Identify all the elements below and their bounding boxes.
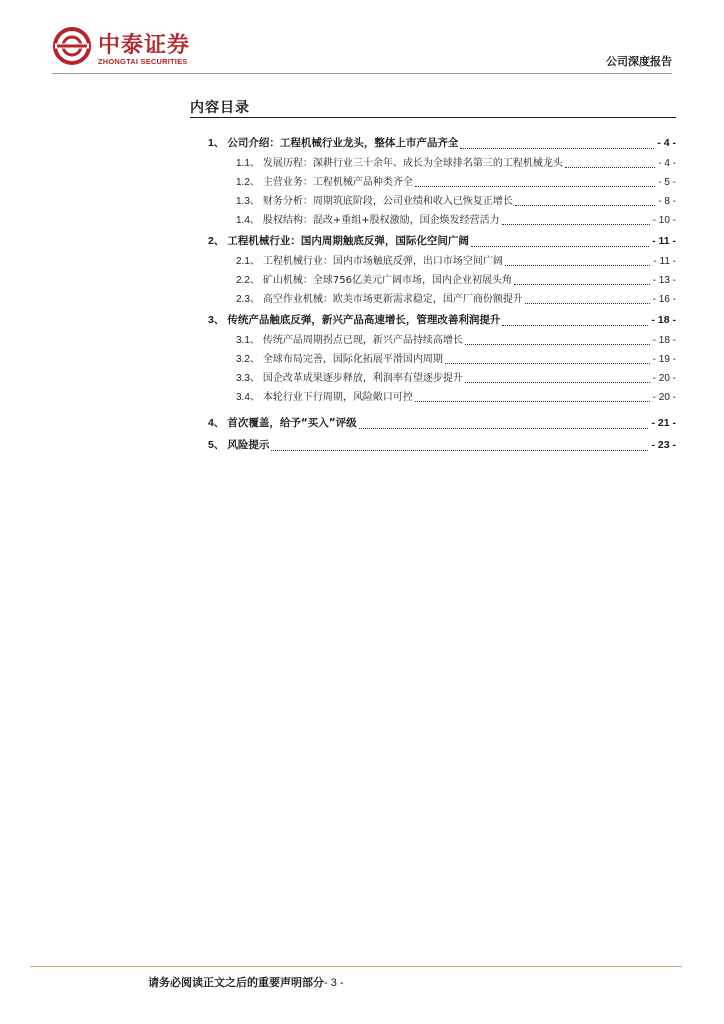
toc-leader-dots: [515, 205, 655, 206]
toc-entry-number: 4、: [208, 417, 225, 429]
toc-leader-dots: [465, 382, 650, 383]
toc-entry-page: - 18 -: [652, 335, 676, 346]
toc-entry-label: 主营业务：工程机械产品种类齐全: [262, 177, 413, 188]
toc-entry-label: 公司介绍：工程机械行业龙头，整体上市产品齐全: [227, 137, 459, 149]
toc-entry-label: 风险提示: [227, 439, 270, 451]
toc-leader-dots: [465, 344, 650, 345]
toc-leader-dots: [502, 224, 650, 225]
toc-entry-number: 5、: [208, 439, 225, 451]
toc-entry-number: 1.1、: [236, 158, 260, 169]
toc-entry-number: 1.3、: [236, 196, 260, 207]
page-footer: [148, 974, 344, 990]
toc-entry-label: 矿山机械：全球756亿美元广阔市场，国内企业初展头角: [262, 275, 512, 286]
toc-entry-number: 3.3、: [236, 373, 260, 384]
toc-leader-dots: [359, 428, 649, 429]
toc-entry[interactable]: [236, 192, 676, 210]
toc-entry-number: 3.1、: [236, 335, 260, 346]
toc-entry[interactable]: [208, 415, 676, 433]
toc-entry[interactable]: [236, 211, 676, 229]
toc-entry-page: - 4 -: [658, 158, 676, 169]
toc-entry-label: 财务分析：周期筑底阶段，公司业绩和收入已恢复正增长: [262, 196, 513, 207]
toc-leader-dots: [502, 325, 648, 326]
toc-entry[interactable]: [236, 173, 676, 191]
toc-entry[interactable]: [236, 388, 676, 406]
toc-entry-label: 股权结构：混改+重组+股权激励，国企焕发经营活力: [262, 215, 500, 226]
toc-entry-label: 高空作业机械：欧美市场更新需求稳定，国产厂商份额提升: [262, 294, 523, 305]
toc-entry-page: - 19 -: [652, 354, 676, 365]
logo-chinese-name: 中泰证券: [98, 33, 191, 58]
toc-entry-number: 2.2、: [236, 275, 260, 286]
footer-disclaimer: 请务必阅读正文之后的重要声明部分: [148, 976, 324, 989]
toc-entry-number: 3.2、: [236, 354, 260, 365]
toc-entry-page: - 18 -: [651, 314, 676, 326]
toc-entry[interactable]: [236, 290, 676, 308]
toc-entry-label: 本轮行业下行周期，风险敞口可控: [262, 392, 413, 403]
toc-entry-page: - 10 -: [652, 215, 676, 226]
toc-entry-label: 发展历程：深耕行业三十余年、成长为全球排名第三的工程机械龙头: [262, 158, 563, 169]
toc-entry-page: - 21 -: [651, 417, 676, 429]
footer-divider: [30, 966, 682, 967]
toc-entry[interactable]: [236, 252, 676, 270]
toc-entry-page: - 16 -: [652, 294, 676, 305]
toc-entry-label: 国企改革成果逐步释放，利润率有望逐步提升: [262, 373, 463, 384]
toc-title: 内容目录: [190, 100, 250, 116]
toc-entry[interactable]: [208, 312, 676, 330]
report-type-label: 公司深度报告: [606, 55, 672, 68]
toc-entry-number: 1、: [208, 137, 225, 149]
footer-page-number: - 3 -: [324, 977, 344, 989]
toc-entry[interactable]: [236, 154, 676, 172]
toc-entry-page: - 13 -: [652, 275, 676, 286]
logo-mark-icon: [52, 26, 92, 66]
toc-entry-number: 3、: [208, 314, 225, 326]
toc-entry-page: - 23 -: [651, 439, 676, 451]
toc-entry-number: 2.1、: [236, 256, 260, 267]
toc-leader-dots: [565, 167, 655, 168]
toc-entry-page: - 8 -: [658, 196, 676, 207]
toc-entry-label: 全球布局完善，国际化拓展平滑国内周期: [262, 354, 443, 365]
toc-entry[interactable]: [236, 331, 676, 349]
toc-entry-page: - 11 -: [653, 256, 676, 267]
toc-entry-number: 3.4、: [236, 392, 260, 403]
logo-english-name: ZHONGTAI SECURITIES: [98, 57, 188, 66]
toc-leader-dots: [514, 284, 650, 285]
toc-entry-number: 1.4、: [236, 215, 260, 226]
toc-entry[interactable]: [208, 437, 676, 455]
toc-entry[interactable]: [208, 135, 676, 153]
toc-entry-page: - 4 -: [657, 137, 676, 149]
toc-title-divider: [190, 117, 676, 118]
toc-entry-label: 传统产品触底反弹，新兴产品高速增长，管理改善利润提升: [227, 314, 501, 326]
toc-entry[interactable]: [208, 233, 676, 251]
toc-leader-dots: [271, 450, 648, 451]
toc-entry[interactable]: [236, 369, 676, 387]
toc-entry[interactable]: [236, 350, 676, 368]
toc-entry-label: 工程机械行业：国内市场触底反弹，出口市场空间广阔: [262, 256, 503, 267]
toc-entry-page: - 11 -: [652, 235, 676, 247]
toc-leader-dots: [445, 363, 650, 364]
header-divider: [52, 73, 672, 74]
toc-leader-dots: [415, 186, 655, 187]
toc-entry-page: - 20 -: [652, 392, 676, 403]
toc-entry-number: 1.2、: [236, 177, 260, 188]
toc-entry-label: 工程机械行业：国内周期触底反弹，国际化空间广阔: [227, 235, 469, 247]
toc-entry-label: 传统产品周期拐点已现，新兴产品持续高增长: [262, 335, 463, 346]
toc-entry-number: 2.3、: [236, 294, 260, 305]
toc-entry-label: 首次覆盖，给予“买入”评级: [227, 417, 357, 429]
toc-entry[interactable]: [236, 271, 676, 289]
toc-leader-dots: [471, 246, 649, 247]
toc-leader-dots: [415, 401, 650, 402]
toc-leader-dots: [525, 303, 650, 304]
toc-leader-dots: [505, 265, 650, 266]
toc-entry-number: 2、: [208, 235, 225, 247]
toc-leader-dots: [460, 148, 654, 149]
toc-entry-page: - 5 -: [658, 177, 676, 188]
page-header: [0, 0, 724, 80]
toc-entry-page: - 20 -: [652, 373, 676, 384]
company-logo: [52, 26, 222, 70]
